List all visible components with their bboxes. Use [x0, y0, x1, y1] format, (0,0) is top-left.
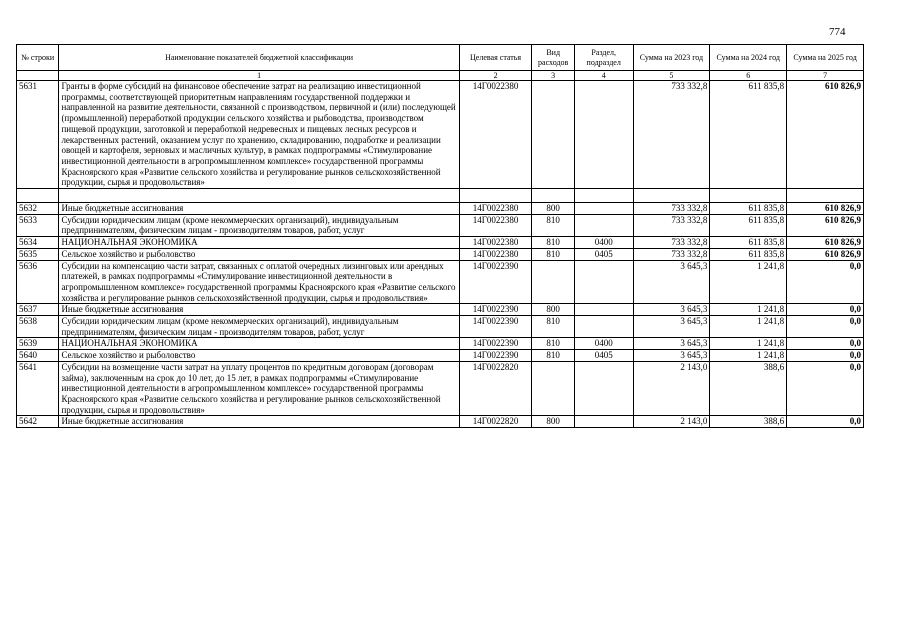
header-sum-2023: Сумма на 2023 год: [633, 45, 710, 71]
table-header-row: [17, 45, 864, 71]
row-name: НАЦИОНАЛЬНАЯ ЭКОНОМИКА: [59, 338, 459, 350]
row-sum-2024: 611 835,8: [710, 237, 787, 249]
row-number: 5636: [17, 260, 59, 304]
row-sum-2025: 0,0: [787, 304, 864, 316]
row-name: Субсидии юридическим лицам (кроме некоммерческих организаций), индивидуальным предпринимателям, физическим лицам - производителям товаров, работ, услуг: [59, 316, 459, 338]
row-article: 14Г0022390: [459, 304, 532, 316]
header-razdel: Раздел, подраздел: [574, 45, 633, 71]
row-article: 14Г0022390: [459, 316, 532, 338]
row-sum-2024: 611 835,8: [710, 214, 787, 236]
row-razdel: [574, 304, 633, 316]
row-sum-2025: 0,0: [787, 350, 864, 362]
row-sum-2025: 0,0: [787, 338, 864, 350]
row-sum-2025: 610 826,9: [787, 237, 864, 249]
row-sum-2024: 611 835,8: [710, 248, 787, 260]
row-number: 5633: [17, 214, 59, 236]
header-sum-2025: Сумма на 2025 год: [787, 45, 864, 71]
row-sum-2024: 1 241,8: [710, 350, 787, 362]
row-number: 5634: [17, 237, 59, 249]
row-sum-2025: 0,0: [787, 260, 864, 304]
row-article: 14Г0022390: [459, 338, 532, 350]
row-vid: [532, 361, 574, 416]
row-sum-2023: 3 645,3: [633, 260, 710, 304]
table-row: [17, 81, 864, 189]
row-sum-2023: 3 645,3: [633, 338, 710, 350]
row-number: 5638: [17, 316, 59, 338]
column-number: 4: [574, 71, 633, 81]
column-number: 5: [633, 71, 710, 81]
page-number: 774: [829, 26, 846, 38]
row-sum-2025: 610 826,9: [787, 81, 864, 189]
row-article: 14Г0022820: [459, 416, 532, 428]
row-number: 5640: [17, 350, 59, 362]
row-sum-2025: 610 826,9: [787, 214, 864, 236]
row-vid: [532, 260, 574, 304]
row-name: НАЦИОНАЛЬНАЯ ЭКОНОМИКА: [59, 237, 459, 249]
row-sum-2025: 0,0: [787, 416, 864, 428]
column-number: 7: [787, 71, 864, 81]
row-number: 5632: [17, 203, 59, 215]
table-row: [17, 350, 864, 362]
row-razdel: 0400: [574, 237, 633, 249]
row-sum-2023: 2 143,0: [633, 416, 710, 428]
row-vid: 810: [532, 316, 574, 338]
row-sum-2025: 0,0: [787, 316, 864, 338]
budget-table: [16, 44, 864, 428]
empty-spacer-row: [17, 189, 864, 203]
row-razdel: [574, 316, 633, 338]
table-row: [17, 338, 864, 350]
header-vid: Вид расходов: [532, 45, 574, 71]
row-razdel: [574, 260, 633, 304]
row-razdel: [574, 416, 633, 428]
row-sum-2023: 733 332,8: [633, 203, 710, 215]
row-name: Субсидии юридическим лицам (кроме некоммерческих организаций), индивидуальным предпринимателям, физическим лицам - производителям товаров, работ, услуг: [59, 214, 459, 236]
column-number: 6: [710, 71, 787, 81]
row-vid: 810: [532, 350, 574, 362]
column-number: [17, 71, 59, 81]
row-sum-2023: 733 332,8: [633, 81, 710, 189]
row-sum-2023: 733 332,8: [633, 237, 710, 249]
column-number: 1: [59, 71, 459, 81]
row-vid: 800: [532, 203, 574, 215]
row-article: 14Г0022390: [459, 260, 532, 304]
row-sum-2024: 1 241,8: [710, 338, 787, 350]
row-vid: 810: [532, 237, 574, 249]
row-sum-2024: 611 835,8: [710, 203, 787, 215]
header-sum-2024: Сумма на 2024 год: [710, 45, 787, 71]
column-number-row: [17, 71, 864, 81]
row-number: 5637: [17, 304, 59, 316]
table-row: [17, 361, 864, 416]
table-row: [17, 203, 864, 215]
row-article: 14Г0022820: [459, 361, 532, 416]
table-row: [17, 260, 864, 304]
table-row: [17, 416, 864, 428]
row-article: 14Г0022390: [459, 350, 532, 362]
row-razdel: [574, 214, 633, 236]
row-sum-2024: 1 241,8: [710, 260, 787, 304]
column-number: 3: [532, 71, 574, 81]
row-vid: 810: [532, 248, 574, 260]
row-number: 5631: [17, 81, 59, 189]
row-number: 5641: [17, 361, 59, 416]
row-name: Субсидии на компенсацию части затрат, связанных с оплатой очередных лизинговых или арендных платежей, в рамках подпрограммы «Стимулирование инвестиционной деятельности в агропромышленном комплексе» государственной программы Красноярского края «Развитие сельского хозяйства и регулирование рынков сельскохозяйственной продукции, сырья и продовольствия»: [59, 260, 459, 304]
row-number: 5639: [17, 338, 59, 350]
row-sum-2024: 1 241,8: [710, 316, 787, 338]
row-vid: 810: [532, 338, 574, 350]
row-razdel: [574, 361, 633, 416]
row-razdel: [574, 203, 633, 215]
row-sum-2025: 610 826,9: [787, 203, 864, 215]
header-name: Наименование показателей бюджетной классификации: [59, 45, 459, 71]
row-sum-2024: 611 835,8: [710, 81, 787, 189]
table-row: [17, 237, 864, 249]
table-row: [17, 316, 864, 338]
row-article: 14Г0022380: [459, 248, 532, 260]
row-sum-2024: 388,6: [710, 361, 787, 416]
row-name: Иные бюджетные ассигнования: [59, 304, 459, 316]
row-sum-2025: 0,0: [787, 361, 864, 416]
row-article: 14Г0022380: [459, 203, 532, 215]
row-sum-2024: 388,6: [710, 416, 787, 428]
row-vid: 800: [532, 304, 574, 316]
row-name: Субсидии на возмещение части затрат на уплату процентов по кредитным договорам (договорам займа), заключенным на срок до 10 лет, до 15 лет, в рамках подпрограммы «Стимулирование инвестиционной деятельности в агропромышленном комплексе» государственной программы Красноярского края «Развитие сельского хозяйства и регулирование рынков сельскохозяйственной продукции, сырья и продовольствия»: [59, 361, 459, 416]
row-name: Гранты в форме субсидий на финансовое обеспечение затрат на реализацию инвестиционной программы, соответствующей приоритетным направлениям государственной поддержки и направленной на развитие деятельности, связанной с производством, первичной и (или) последующей (промышленной) переработкой продукции сельского хозяйства и рыбоводства, производством пищевой продукции, заготовкой и переработкой недревесных и пищевых лесных ресурсов и лекарственных растений, оказанием услуг по хранению, складированию, подработке и реализации овощей и картофеля, зерновых и масличных культур, в рамках подпрограммы «Стимулирование инвестиционной деятельности в агропромышленном комплексе» государственной программы Красноярского края «Развитие сельского хозяйства и регулирование рынков сельскохозяйственной продукции, сырья и продовольствия»: [59, 81, 459, 189]
column-number: 2: [459, 71, 532, 81]
row-vid: [532, 81, 574, 189]
row-sum-2023: 3 645,3: [633, 316, 710, 338]
row-sum-2025: 610 826,9: [787, 248, 864, 260]
row-razdel: 0400: [574, 338, 633, 350]
row-article: 14Г0022380: [459, 237, 532, 249]
header-num: № строки: [17, 45, 59, 71]
row-number: 5635: [17, 248, 59, 260]
row-razdel: 0405: [574, 350, 633, 362]
table-row: [17, 214, 864, 236]
row-vid: 800: [532, 416, 574, 428]
row-sum-2024: 1 241,8: [710, 304, 787, 316]
header-article: Целевая статья: [459, 45, 532, 71]
row-vid: 810: [532, 214, 574, 236]
row-razdel: [574, 81, 633, 189]
row-number: 5642: [17, 416, 59, 428]
row-name: Сельское хозяйство и рыболовство: [59, 248, 459, 260]
row-sum-2023: 2 143,0: [633, 361, 710, 416]
row-sum-2023: 733 332,8: [633, 248, 710, 260]
row-name: Сельское хозяйство и рыболовство: [59, 350, 459, 362]
row-article: 14Г0022380: [459, 214, 532, 236]
row-article: 14Г0022380: [459, 81, 532, 189]
table-row: [17, 304, 864, 316]
table-row: [17, 248, 864, 260]
row-sum-2023: 3 645,3: [633, 350, 710, 362]
row-razdel: 0405: [574, 248, 633, 260]
row-sum-2023: 733 332,8: [633, 214, 710, 236]
row-sum-2023: 3 645,3: [633, 304, 710, 316]
row-name: Иные бюджетные ассигнования: [59, 416, 459, 428]
row-name: Иные бюджетные ассигнования: [59, 203, 459, 215]
